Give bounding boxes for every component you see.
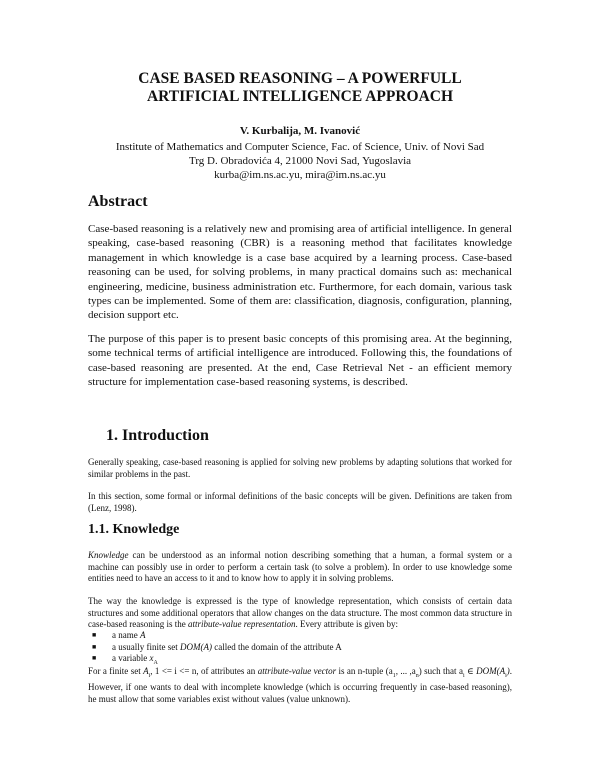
variable-subscript: A xyxy=(153,659,158,666)
affiliation-line-2: Trg D. Obradovića 4, 21000 Novi Sad, Yugoslavia xyxy=(188,155,412,167)
title-line-2: ARTIFICIAL INTELLIGENCE APPROACH xyxy=(146,88,454,105)
knowledge-term: Knowledge xyxy=(88,550,129,560)
abstract-paragraph-2: The purpose of this paper is to present basic concepts of this promising area. At the beginning, some technical terms of artificial intelligence are introduced. Following this, the foundations of case-based reasoning are presented. At the end, Case Retrieval Net - an efficient memory structure for implementation case-based reasoning systems, is described. xyxy=(88,333,512,389)
abstract-paragraph-1: Case-based reasoning is a relatively new and promising area of artificial intelligence. In general speaking, case-based reasoning (CBR) is a reasoning method that facilitates knowledge management in which knowledge is a case base acquired by a learning process. Case-based reasoning can be used, for solving problems, in many practical domains such as: mechanical engineering, medicine, business administration etc. Furthermore, for each domain, various task types can be implemented. Some of them are: classification, diagnosis, configuration, planning, decision support etc. xyxy=(88,223,512,322)
finite-set-paragraph: For a finite set $A_i$, 1 <= i <= n, of attributes an attribute-value vector is an n-tuple ($a_1$, ... $,a_n$) such that $a_i$ ∈ $DOM(A_i)$. However, if one wants to deal with incomplete knowledge (which is occurring frequently in case-based reasoning), he must allow that some variables exist without values (value unknown). xyxy=(88,666,513,704)
attribute-bullet-list xyxy=(88,630,342,670)
knowledge-p2-start: The way the knowledge is expressed is the type of knowledge representation, which consists of certain data structures and some additional operators that allow changes on the data structure. The most common data structure in case-based reasoning is the xyxy=(88,596,512,630)
knowledge-p1-text: can be understood as an informal notion describing something that a human, a formal system or a machine can possibly use in order to perform a certain task (to solve a problem). In order to use knowledge some entities need to have an access to it and to know how to apply it in solving problems. xyxy=(88,550,512,584)
bullet-square-icon: ■ xyxy=(92,642,97,651)
knowledge-p2-term: attribute-value representation xyxy=(187,619,296,630)
title-line-1: CASE BASED REASONING – A POWERFULL xyxy=(138,70,462,87)
author-emails: kurba@im.ns.ac.yu, mira@im.ns.ac.yu xyxy=(214,169,386,181)
section-1-1-heading: 1.1. Knowledge xyxy=(88,522,180,537)
authors: V. Kurbalija, M. Ivanović xyxy=(239,125,361,137)
bullet-item: ■ a name A xyxy=(92,630,146,640)
bullet-square-icon: ■ xyxy=(92,631,97,639)
bullet-square-icon: ■ xyxy=(92,654,97,663)
bullet-item: ■ a usually finite set DOM(A) called the domain of the attribute A xyxy=(92,641,342,652)
knowledge-paragraph-2 xyxy=(88,596,512,631)
bullet-item: ■ a variable $x_A$ xyxy=(92,653,158,666)
section-1-heading: 1. Introduction xyxy=(106,427,209,444)
knowledge-paragraph-1 xyxy=(88,550,512,585)
abstract-heading: Abstract xyxy=(88,193,148,210)
intro-paragraph-2: In this section, some formal or informal definitions of the basic concepts will be given. Definitions are taken from (Lenz, 1998). xyxy=(88,491,512,513)
knowledge-p2-end: . Every attribute is given by: xyxy=(295,619,399,630)
affiliation-line-1: Institute of Mathematics and Computer Science, Fac. of Science, Univ. of Novi Sad xyxy=(115,141,485,153)
paper-title xyxy=(60,70,540,106)
intro-paragraph-1: Generally speaking, case-based reasoning is applied for solving new problems by adapting solutions that worked for similar problems in the past. xyxy=(88,457,512,479)
